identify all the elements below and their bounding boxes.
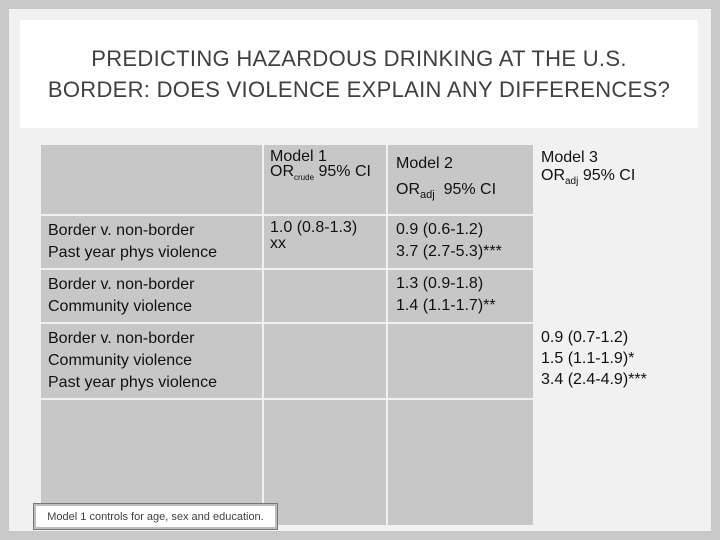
model3-value: 3.4 (2.4-4.9)*** [541, 371, 647, 389]
table-row [40, 215, 673, 269]
row-label-line: Past year phys violence [48, 374, 217, 392]
model2-title: Model 2 [396, 155, 453, 172]
model3-cell [534, 323, 673, 399]
header-model3 [534, 144, 673, 215]
title-box [20, 20, 698, 128]
model1-cell [263, 323, 387, 399]
model2-or-text: OR [396, 181, 420, 198]
model1-cell [263, 215, 387, 269]
results-table [39, 143, 674, 527]
row-label [40, 323, 263, 399]
model3-value: 1.5 (1.1-1.9)* [541, 350, 635, 368]
model2-value: 1.3 (0.9-1.8) [396, 275, 484, 293]
model3-value: 0.9 (0.7-1.2) [541, 329, 629, 347]
row-label-line: Border v. non-border [48, 222, 195, 240]
row-label [40, 269, 263, 323]
row-label-line: Community violence [48, 352, 193, 370]
footnote: Model 1 controls for age, sex and education. [33, 503, 278, 530]
model3-title: Model 3 [541, 149, 598, 166]
header-model2 [387, 144, 534, 215]
model1-ci: 95% CI [318, 163, 371, 180]
table-row [40, 323, 673, 399]
model2-ci: 95% CI [443, 181, 497, 198]
filler-cell [387, 399, 534, 526]
model2-or-sub: adj [420, 189, 435, 202]
model1-cell [263, 269, 387, 323]
filler-cell [263, 399, 387, 526]
model1-value: xx [270, 235, 286, 253]
row-label-line: Past year phys violence [48, 244, 217, 262]
row-label-line: Community violence [48, 298, 193, 316]
header-row [40, 144, 673, 215]
model2-value: 1.4 (1.1-1.7)** [396, 297, 496, 315]
model3-or-sub: adj [565, 176, 579, 188]
row-label-line: Border v. non-border [48, 330, 195, 348]
model2-cell [387, 215, 534, 269]
filler-cell [534, 399, 673, 526]
model3-ci: 95% CI [582, 167, 636, 184]
row-label [40, 215, 263, 269]
row-label-line: Border v. non-border [48, 276, 195, 294]
model2-value: 0.9 (0.6-1.2) [396, 221, 484, 239]
model1-value: 1.0 (0.8-1.3) [270, 219, 358, 237]
model2-or [396, 177, 525, 208]
model2-value: 3.7 (2.7-5.3)*** [396, 243, 502, 261]
model1-or [270, 164, 380, 185]
model3-or [541, 167, 666, 191]
header-model1 [263, 144, 387, 215]
slide-title: PREDICTING HAZARDOUS DRINKING AT THE U.S. BORDER: DOES VIOLENCE EXPLAIN ANY DIFFERENCES? [47, 46, 671, 102]
model3-cell [534, 269, 673, 323]
model3-or-text: OR [541, 167, 565, 184]
model2-cell [387, 269, 534, 323]
model3-cell [534, 215, 673, 269]
model1-or-text: OR [270, 163, 294, 180]
header-empty-cell [40, 144, 263, 215]
model1-or-sub: crude [294, 173, 315, 183]
table-row [40, 269, 673, 323]
model2-cell [387, 323, 534, 399]
model1-title: Model 1 [270, 148, 327, 165]
